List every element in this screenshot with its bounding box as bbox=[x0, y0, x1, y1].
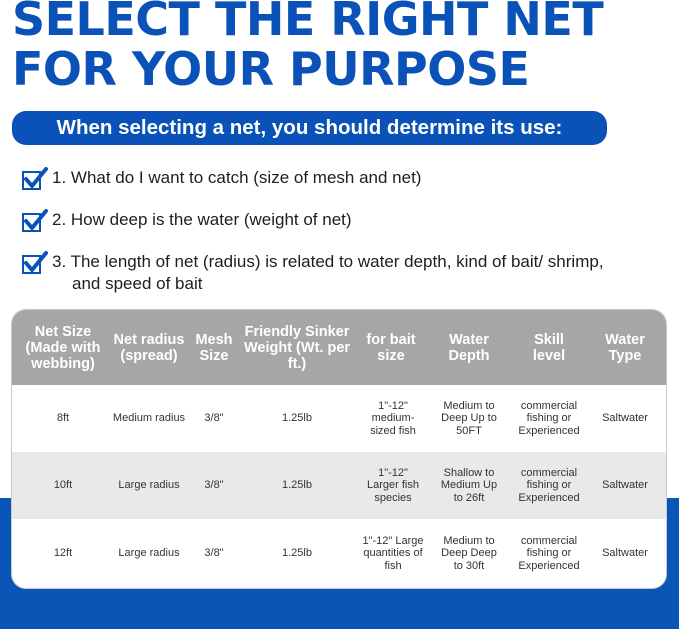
checkbox-checked-icon bbox=[22, 209, 48, 233]
cell-water-type: Saltwater bbox=[602, 547, 648, 560]
cell-sinker-weight: 1.25lb bbox=[282, 479, 312, 492]
header-net-size: Net Size (Made with webbing) bbox=[25, 323, 101, 372]
headline-line-2: FOR YOUR PURPOSE bbox=[12, 42, 530, 96]
headline-line-1: SELECT THE RIGHT NET bbox=[12, 0, 604, 46]
cell-sinker-weight: 1.25lb bbox=[282, 547, 312, 560]
cell-skill-level: commercial fishing or Experienced bbox=[518, 466, 580, 504]
cell-bait-size: 1"-12" Large quantities of fish bbox=[362, 534, 424, 572]
cell-water-depth: Shallow to Medium Up to 26ft bbox=[440, 466, 498, 504]
checkbox-checked-icon bbox=[22, 167, 48, 191]
checkbox-checked-icon bbox=[22, 251, 48, 275]
comparison-table bbox=[12, 310, 666, 588]
question-3-text: 3. The length of net (radius) is related to water depth, kind of bait/ shrimp, bbox=[52, 252, 604, 271]
headline bbox=[12, 0, 672, 94]
cell-mesh-size: 3/8" bbox=[204, 479, 224, 492]
question-2-text: 2. How deep is the water (weight of net) bbox=[52, 210, 352, 229]
table-row bbox=[12, 385, 666, 452]
header-net-radius: Net radius (spread) bbox=[113, 331, 185, 364]
cell-skill-level: commercial fishing or Experienced bbox=[518, 399, 580, 437]
cell-mesh-size: 3/8" bbox=[204, 547, 224, 560]
header-sinker-weight: Friendly Sinker Weight (Wt. per ft.) bbox=[243, 323, 351, 372]
header-mesh-size: Mesh Size bbox=[195, 331, 233, 364]
header-water-type: Water Type bbox=[605, 331, 645, 364]
table-header bbox=[12, 310, 666, 385]
table-row bbox=[12, 519, 666, 588]
cell-net-radius: Large radius bbox=[118, 479, 180, 492]
cell-net-size: 10ft bbox=[53, 479, 73, 492]
table-row bbox=[12, 452, 666, 519]
cell-net-radius: Large radius bbox=[118, 547, 180, 560]
cell-net-size: 8ft bbox=[56, 412, 70, 425]
cell-bait-size: 1"-12" Larger fish species bbox=[367, 466, 419, 504]
cell-sinker-weight: 1.25lb bbox=[282, 412, 312, 425]
cell-skill-level: commercial fishing or Experienced bbox=[518, 534, 580, 572]
cell-water-depth: Medium to Deep Up to 50FT bbox=[441, 399, 497, 437]
subtitle-banner: When selecting a net, you should determine its use: bbox=[12, 111, 607, 145]
header-bait-size: for bait size bbox=[366, 331, 416, 364]
header-skill-level: Skill level bbox=[532, 331, 566, 364]
cell-mesh-size: 3/8" bbox=[204, 412, 224, 425]
cell-net-radius: Medium radius bbox=[112, 412, 186, 425]
cell-water-type: Saltwater bbox=[602, 479, 648, 492]
cell-water-depth: Medium to Deep Deep to 30ft bbox=[441, 534, 497, 572]
cell-water-type: Saltwater bbox=[602, 412, 648, 425]
cell-bait-size: 1"-12" medium-sized fish bbox=[370, 399, 416, 437]
cell-net-size: 12ft bbox=[53, 547, 73, 560]
question-1-text: 1. What do I want to catch (size of mesh and net) bbox=[52, 168, 422, 187]
question-3-text-continued: and speed of bait bbox=[72, 274, 203, 293]
header-water-depth: Water Depth bbox=[448, 331, 490, 364]
